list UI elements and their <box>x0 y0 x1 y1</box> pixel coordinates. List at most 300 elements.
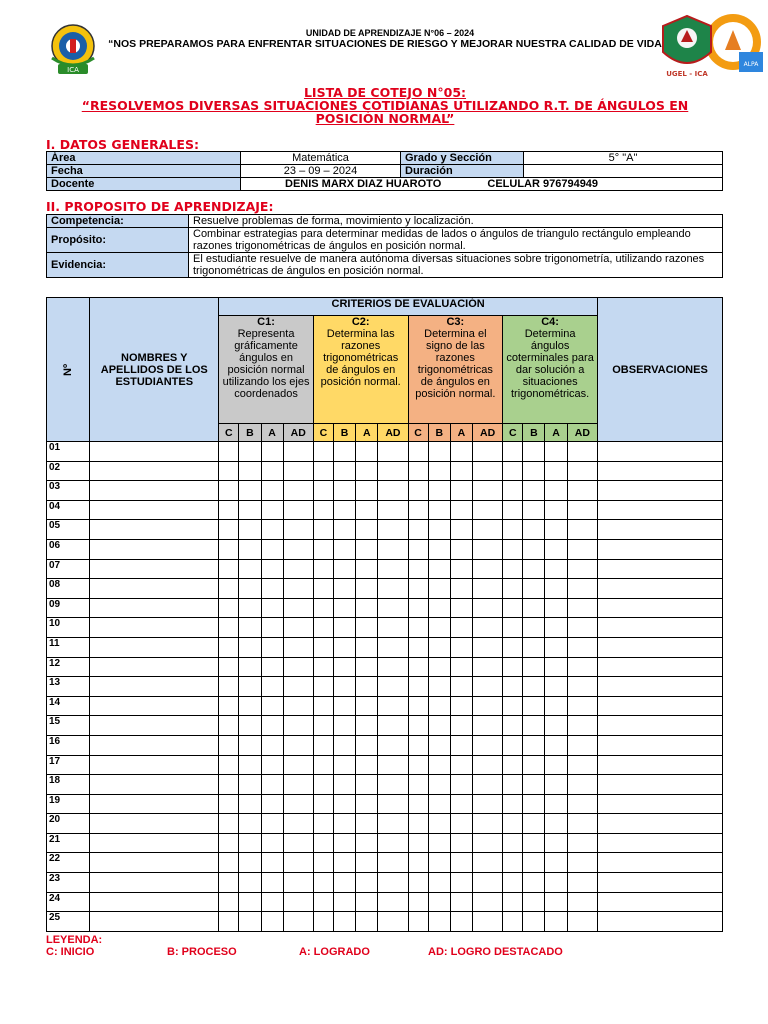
score-cell[interactable] <box>545 735 567 755</box>
score-cell[interactable] <box>472 539 502 559</box>
score-cell[interactable] <box>334 442 356 462</box>
score-cell[interactable] <box>472 912 502 932</box>
score-cell[interactable] <box>450 794 472 814</box>
score-cell[interactable] <box>545 500 567 520</box>
score-cell[interactable] <box>450 618 472 638</box>
score-cell[interactable] <box>356 539 378 559</box>
student-name-cell[interactable] <box>90 442 219 462</box>
score-cell[interactable] <box>503 618 523 638</box>
score-cell[interactable] <box>378 461 408 481</box>
score-cell[interactable] <box>428 853 450 873</box>
score-cell[interactable] <box>450 716 472 736</box>
score-cell[interactable] <box>408 442 428 462</box>
score-cell[interactable] <box>261 598 283 618</box>
student-name-cell[interactable] <box>90 481 219 501</box>
score-cell[interactable] <box>219 892 239 912</box>
score-cell[interactable] <box>523 794 545 814</box>
score-cell[interactable] <box>408 500 428 520</box>
score-cell[interactable] <box>428 873 450 893</box>
score-cell[interactable] <box>313 892 333 912</box>
score-cell[interactable] <box>261 539 283 559</box>
score-cell[interactable] <box>283 618 313 638</box>
score-cell[interactable] <box>567 618 597 638</box>
score-cell[interactable] <box>428 539 450 559</box>
score-cell[interactable] <box>261 677 283 697</box>
score-cell[interactable] <box>503 598 523 618</box>
observation-cell[interactable] <box>598 677 723 697</box>
student-name-cell[interactable] <box>90 539 219 559</box>
score-cell[interactable] <box>283 579 313 599</box>
score-cell[interactable] <box>503 579 523 599</box>
score-cell[interactable] <box>239 520 261 540</box>
score-cell[interactable] <box>261 794 283 814</box>
score-cell[interactable] <box>283 833 313 853</box>
score-cell[interactable] <box>356 618 378 638</box>
score-cell[interactable] <box>356 833 378 853</box>
score-cell[interactable] <box>283 873 313 893</box>
observation-cell[interactable] <box>598 500 723 520</box>
score-cell[interactable] <box>334 618 356 638</box>
score-cell[interactable] <box>219 637 239 657</box>
student-name-cell[interactable] <box>90 833 219 853</box>
score-cell[interactable] <box>428 618 450 638</box>
score-cell[interactable] <box>545 696 567 716</box>
score-cell[interactable] <box>503 696 523 716</box>
score-cell[interactable] <box>567 853 597 873</box>
score-cell[interactable] <box>239 461 261 481</box>
score-cell[interactable] <box>428 500 450 520</box>
score-cell[interactable] <box>472 716 502 736</box>
score-cell[interactable] <box>567 520 597 540</box>
score-cell[interactable] <box>219 559 239 579</box>
score-cell[interactable] <box>356 775 378 795</box>
score-cell[interactable] <box>567 755 597 775</box>
score-cell[interactable] <box>472 579 502 599</box>
score-cell[interactable] <box>334 775 356 795</box>
score-cell[interactable] <box>545 657 567 677</box>
observation-cell[interactable] <box>598 657 723 677</box>
score-cell[interactable] <box>313 657 333 677</box>
score-cell[interactable] <box>313 579 333 599</box>
score-cell[interactable] <box>472 500 502 520</box>
score-cell[interactable] <box>408 618 428 638</box>
score-cell[interactable] <box>428 814 450 834</box>
score-cell[interactable] <box>283 559 313 579</box>
score-cell[interactable] <box>261 618 283 638</box>
score-cell[interactable] <box>545 755 567 775</box>
score-cell[interactable] <box>239 716 261 736</box>
score-cell[interactable] <box>523 579 545 599</box>
score-cell[interactable] <box>450 775 472 795</box>
student-name-cell[interactable] <box>90 598 219 618</box>
score-cell[interactable] <box>450 853 472 873</box>
score-cell[interactable] <box>545 579 567 599</box>
score-cell[interactable] <box>334 637 356 657</box>
score-cell[interactable] <box>283 794 313 814</box>
score-cell[interactable] <box>503 481 523 501</box>
score-cell[interactable] <box>283 461 313 481</box>
score-cell[interactable] <box>503 755 523 775</box>
score-cell[interactable] <box>219 716 239 736</box>
student-name-cell[interactable] <box>90 461 219 481</box>
score-cell[interactable] <box>219 755 239 775</box>
score-cell[interactable] <box>261 735 283 755</box>
score-cell[interactable] <box>503 637 523 657</box>
score-cell[interactable] <box>523 481 545 501</box>
observation-cell[interactable] <box>598 461 723 481</box>
score-cell[interactable] <box>378 794 408 814</box>
score-cell[interactable] <box>219 735 239 755</box>
score-cell[interactable] <box>356 559 378 579</box>
score-cell[interactable] <box>313 598 333 618</box>
score-cell[interactable] <box>472 735 502 755</box>
score-cell[interactable] <box>261 520 283 540</box>
score-cell[interactable] <box>472 637 502 657</box>
score-cell[interactable] <box>472 892 502 912</box>
score-cell[interactable] <box>408 716 428 736</box>
score-cell[interactable] <box>261 873 283 893</box>
score-cell[interactable] <box>428 716 450 736</box>
score-cell[interactable] <box>450 500 472 520</box>
score-cell[interactable] <box>261 481 283 501</box>
score-cell[interactable] <box>219 520 239 540</box>
score-cell[interactable] <box>261 500 283 520</box>
score-cell[interactable] <box>261 696 283 716</box>
score-cell[interactable] <box>356 461 378 481</box>
score-cell[interactable] <box>261 892 283 912</box>
observation-cell[interactable] <box>598 794 723 814</box>
score-cell[interactable] <box>428 794 450 814</box>
score-cell[interactable] <box>378 755 408 775</box>
score-cell[interactable] <box>450 579 472 599</box>
score-cell[interactable] <box>567 461 597 481</box>
score-cell[interactable] <box>523 461 545 481</box>
score-cell[interactable] <box>378 598 408 618</box>
score-cell[interactable] <box>283 500 313 520</box>
score-cell[interactable] <box>378 696 408 716</box>
score-cell[interactable] <box>523 873 545 893</box>
score-cell[interactable] <box>239 912 261 932</box>
student-name-cell[interactable] <box>90 716 219 736</box>
score-cell[interactable] <box>313 833 333 853</box>
score-cell[interactable] <box>503 873 523 893</box>
observation-cell[interactable] <box>598 833 723 853</box>
score-cell[interactable] <box>472 618 502 638</box>
score-cell[interactable] <box>545 892 567 912</box>
score-cell[interactable] <box>450 696 472 716</box>
score-cell[interactable] <box>450 461 472 481</box>
score-cell[interactable] <box>334 892 356 912</box>
score-cell[interactable] <box>334 500 356 520</box>
score-cell[interactable] <box>219 873 239 893</box>
score-cell[interactable] <box>219 598 239 618</box>
score-cell[interactable] <box>408 559 428 579</box>
score-cell[interactable] <box>239 892 261 912</box>
score-cell[interactable] <box>378 500 408 520</box>
score-cell[interactable] <box>545 677 567 697</box>
score-cell[interactable] <box>545 520 567 540</box>
score-cell[interactable] <box>472 794 502 814</box>
score-cell[interactable] <box>450 892 472 912</box>
score-cell[interactable] <box>219 579 239 599</box>
score-cell[interactable] <box>334 559 356 579</box>
score-cell[interactable] <box>219 677 239 697</box>
score-cell[interactable] <box>356 794 378 814</box>
score-cell[interactable] <box>408 637 428 657</box>
score-cell[interactable] <box>523 735 545 755</box>
score-cell[interactable] <box>523 912 545 932</box>
score-cell[interactable] <box>408 755 428 775</box>
score-cell[interactable] <box>239 833 261 853</box>
score-cell[interactable] <box>545 873 567 893</box>
score-cell[interactable] <box>523 520 545 540</box>
score-cell[interactable] <box>313 912 333 932</box>
score-cell[interactable] <box>219 912 239 932</box>
score-cell[interactable] <box>523 696 545 716</box>
score-cell[interactable] <box>313 618 333 638</box>
score-cell[interactable] <box>283 716 313 736</box>
score-cell[interactable] <box>472 775 502 795</box>
score-cell[interactable] <box>239 814 261 834</box>
score-cell[interactable] <box>523 618 545 638</box>
score-cell[interactable] <box>239 481 261 501</box>
score-cell[interactable] <box>261 775 283 795</box>
score-cell[interactable] <box>378 442 408 462</box>
score-cell[interactable] <box>545 794 567 814</box>
score-cell[interactable] <box>378 833 408 853</box>
score-cell[interactable] <box>545 618 567 638</box>
score-cell[interactable] <box>261 853 283 873</box>
score-cell[interactable] <box>545 853 567 873</box>
score-cell[interactable] <box>356 735 378 755</box>
score-cell[interactable] <box>472 657 502 677</box>
score-cell[interactable] <box>408 853 428 873</box>
score-cell[interactable] <box>283 775 313 795</box>
student-name-cell[interactable] <box>90 892 219 912</box>
score-cell[interactable] <box>313 814 333 834</box>
score-cell[interactable] <box>219 696 239 716</box>
score-cell[interactable] <box>503 716 523 736</box>
score-cell[interactable] <box>567 912 597 932</box>
score-cell[interactable] <box>428 461 450 481</box>
observation-cell[interactable] <box>598 912 723 932</box>
score-cell[interactable] <box>545 716 567 736</box>
score-cell[interactable] <box>378 677 408 697</box>
score-cell[interactable] <box>545 912 567 932</box>
score-cell[interactable] <box>219 618 239 638</box>
observation-cell[interactable] <box>598 735 723 755</box>
score-cell[interactable] <box>378 481 408 501</box>
score-cell[interactable] <box>503 442 523 462</box>
score-cell[interactable] <box>567 637 597 657</box>
score-cell[interactable] <box>450 912 472 932</box>
student-name-cell[interactable] <box>90 696 219 716</box>
score-cell[interactable] <box>313 442 333 462</box>
student-name-cell[interactable] <box>90 657 219 677</box>
score-cell[interactable] <box>472 755 502 775</box>
student-name-cell[interactable] <box>90 853 219 873</box>
score-cell[interactable] <box>450 735 472 755</box>
score-cell[interactable] <box>408 912 428 932</box>
score-cell[interactable] <box>503 814 523 834</box>
student-name-cell[interactable] <box>90 637 219 657</box>
score-cell[interactable] <box>408 814 428 834</box>
score-cell[interactable] <box>545 559 567 579</box>
score-cell[interactable] <box>472 461 502 481</box>
score-cell[interactable] <box>472 598 502 618</box>
score-cell[interactable] <box>472 873 502 893</box>
score-cell[interactable] <box>239 598 261 618</box>
score-cell[interactable] <box>428 912 450 932</box>
score-cell[interactable] <box>356 677 378 697</box>
observation-cell[interactable] <box>598 755 723 775</box>
score-cell[interactable] <box>356 873 378 893</box>
score-cell[interactable] <box>503 853 523 873</box>
score-cell[interactable] <box>283 539 313 559</box>
observation-cell[interactable] <box>598 598 723 618</box>
score-cell[interactable] <box>261 637 283 657</box>
observation-cell[interactable] <box>598 559 723 579</box>
score-cell[interactable] <box>239 853 261 873</box>
student-name-cell[interactable] <box>90 579 219 599</box>
score-cell[interactable] <box>378 735 408 755</box>
score-cell[interactable] <box>408 775 428 795</box>
score-cell[interactable] <box>503 500 523 520</box>
observation-cell[interactable] <box>598 853 723 873</box>
score-cell[interactable] <box>334 657 356 677</box>
score-cell[interactable] <box>239 775 261 795</box>
score-cell[interactable] <box>408 735 428 755</box>
score-cell[interactable] <box>313 696 333 716</box>
score-cell[interactable] <box>334 520 356 540</box>
student-name-cell[interactable] <box>90 618 219 638</box>
observation-cell[interactable] <box>598 579 723 599</box>
score-cell[interactable] <box>567 873 597 893</box>
score-cell[interactable] <box>472 559 502 579</box>
score-cell[interactable] <box>503 539 523 559</box>
score-cell[interactable] <box>545 775 567 795</box>
score-cell[interactable] <box>313 559 333 579</box>
score-cell[interactable] <box>408 677 428 697</box>
score-cell[interactable] <box>356 442 378 462</box>
score-cell[interactable] <box>313 873 333 893</box>
score-cell[interactable] <box>428 559 450 579</box>
score-cell[interactable] <box>408 539 428 559</box>
score-cell[interactable] <box>356 481 378 501</box>
score-cell[interactable] <box>378 637 408 657</box>
score-cell[interactable] <box>450 442 472 462</box>
student-name-cell[interactable] <box>90 912 219 932</box>
observation-cell[interactable] <box>598 716 723 736</box>
score-cell[interactable] <box>378 775 408 795</box>
score-cell[interactable] <box>428 892 450 912</box>
score-cell[interactable] <box>378 520 408 540</box>
score-cell[interactable] <box>450 873 472 893</box>
score-cell[interactable] <box>523 814 545 834</box>
student-name-cell[interactable] <box>90 775 219 795</box>
score-cell[interactable] <box>450 520 472 540</box>
score-cell[interactable] <box>313 520 333 540</box>
score-cell[interactable] <box>239 657 261 677</box>
score-cell[interactable] <box>428 442 450 462</box>
score-cell[interactable] <box>472 442 502 462</box>
student-name-cell[interactable] <box>90 500 219 520</box>
score-cell[interactable] <box>219 833 239 853</box>
score-cell[interactable] <box>545 833 567 853</box>
score-cell[interactable] <box>567 442 597 462</box>
score-cell[interactable] <box>378 873 408 893</box>
score-cell[interactable] <box>261 716 283 736</box>
score-cell[interactable] <box>283 735 313 755</box>
student-name-cell[interactable] <box>90 873 219 893</box>
score-cell[interactable] <box>408 892 428 912</box>
score-cell[interactable] <box>523 442 545 462</box>
score-cell[interactable] <box>408 833 428 853</box>
observation-cell[interactable] <box>598 775 723 795</box>
score-cell[interactable] <box>450 657 472 677</box>
score-cell[interactable] <box>261 755 283 775</box>
score-cell[interactable] <box>219 775 239 795</box>
score-cell[interactable] <box>503 735 523 755</box>
score-cell[interactable] <box>545 539 567 559</box>
score-cell[interactable] <box>356 598 378 618</box>
score-cell[interactable] <box>408 520 428 540</box>
score-cell[interactable] <box>283 657 313 677</box>
score-cell[interactable] <box>378 912 408 932</box>
score-cell[interactable] <box>313 794 333 814</box>
score-cell[interactable] <box>334 461 356 481</box>
score-cell[interactable] <box>239 873 261 893</box>
observation-cell[interactable] <box>598 618 723 638</box>
score-cell[interactable] <box>378 618 408 638</box>
observation-cell[interactable] <box>598 520 723 540</box>
score-cell[interactable] <box>523 775 545 795</box>
score-cell[interactable] <box>356 814 378 834</box>
score-cell[interactable] <box>503 559 523 579</box>
observation-cell[interactable] <box>598 696 723 716</box>
score-cell[interactable] <box>334 598 356 618</box>
score-cell[interactable] <box>523 559 545 579</box>
score-cell[interactable] <box>378 657 408 677</box>
score-cell[interactable] <box>567 677 597 697</box>
score-cell[interactable] <box>472 833 502 853</box>
score-cell[interactable] <box>503 677 523 697</box>
score-cell[interactable] <box>283 677 313 697</box>
score-cell[interactable] <box>313 481 333 501</box>
score-cell[interactable] <box>408 657 428 677</box>
score-cell[interactable] <box>283 520 313 540</box>
score-cell[interactable] <box>567 500 597 520</box>
score-cell[interactable] <box>356 716 378 736</box>
score-cell[interactable] <box>239 794 261 814</box>
score-cell[interactable] <box>239 559 261 579</box>
score-cell[interactable] <box>334 912 356 932</box>
score-cell[interactable] <box>334 716 356 736</box>
score-cell[interactable] <box>545 461 567 481</box>
score-cell[interactable] <box>378 559 408 579</box>
score-cell[interactable] <box>283 696 313 716</box>
score-cell[interactable] <box>239 755 261 775</box>
score-cell[interactable] <box>428 755 450 775</box>
score-cell[interactable] <box>378 579 408 599</box>
score-cell[interactable] <box>334 579 356 599</box>
score-cell[interactable] <box>334 833 356 853</box>
score-cell[interactable] <box>450 814 472 834</box>
score-cell[interactable] <box>450 598 472 618</box>
score-cell[interactable] <box>356 500 378 520</box>
score-cell[interactable] <box>219 500 239 520</box>
score-cell[interactable] <box>567 794 597 814</box>
